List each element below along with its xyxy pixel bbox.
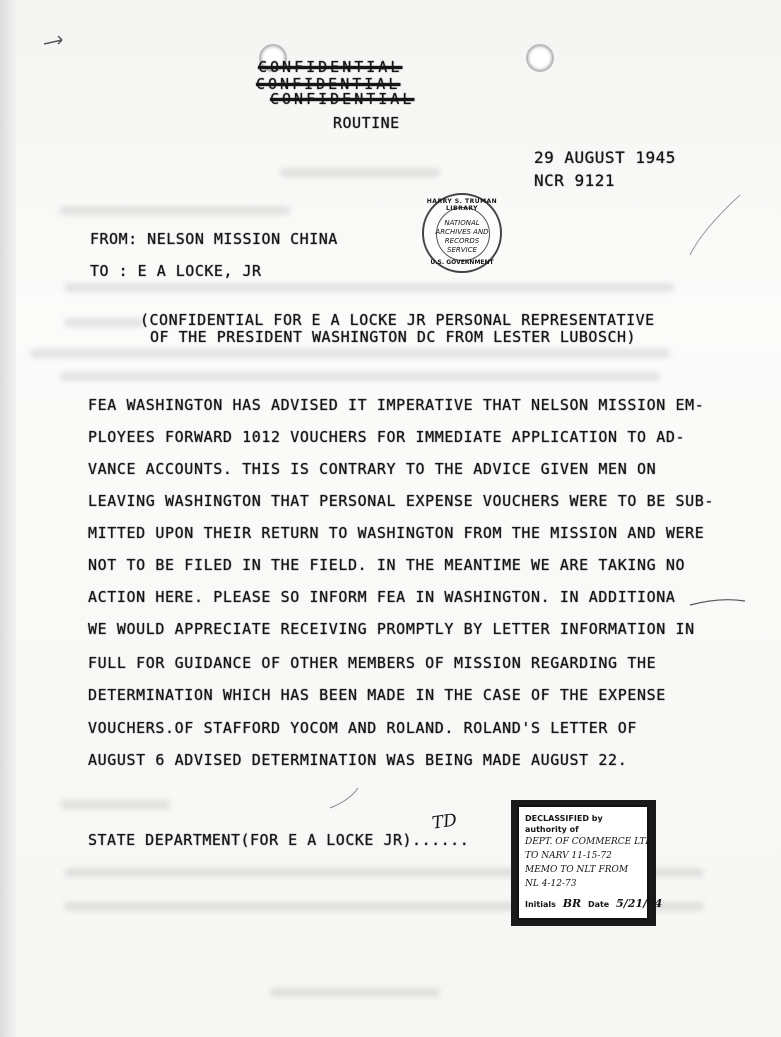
stamp-authority-line: TO NARV 11-15-72 (525, 851, 612, 861)
body-line: ACTION HERE. PLEASE SO INFORM FEA IN WASHINGTON. IN ADDITIONA (88, 588, 676, 606)
classification-mark-1: CONFIDENTIAL (258, 58, 403, 76)
body-line: VOUCHERS.OF STAFFORD YOCOM AND ROLAND. ROLAND'S LETTER OF (88, 719, 637, 737)
initials-label: Initials (525, 900, 556, 909)
message-date: 29 AUGUST 1945 (534, 148, 676, 167)
routine-label: ROUTINE (333, 114, 400, 132)
stamp-initials-row (525, 897, 662, 910)
classification-mark-3: CONFIDENTIAL (270, 90, 415, 108)
initials-value: BR (562, 897, 582, 910)
body-line: LEAVING WASHINGTON THAT PERSONAL EXPENSE VOUCHERS WERE TO BE SUB- (88, 492, 714, 510)
stamp-title: DECLASSIFIED by authority of (525, 814, 603, 834)
stamp-authority-line: DEPT. OF COMMERCE LTR. (525, 837, 655, 847)
body-line: WE WOULD APPRECIATE RECEIVING PROMPTLY BY LETTER INFORMATION IN (88, 620, 695, 638)
classification-mark-2: CONFIDENTIAL (256, 75, 401, 93)
body-line: MITTED UPON THEIR RETURN TO WASHINGTON FROM THE MISSION AND WERE (88, 524, 705, 542)
ncr-number: NCR 9121 (534, 171, 616, 190)
body-line: PLOYEES FORWARD 1012 VOUCHERS FOR IMMEDIATE APPLICATION TO AD- (88, 428, 686, 446)
from-line: FROM: NELSON MISSION CHINA (90, 230, 338, 248)
seal-center-text: NATIONAL ARCHIVES AND RECORDS SERVICE (435, 219, 489, 254)
body-line: FEA WASHINGTON HAS ADVISED IT IMPERATIVE THAT NELSON MISSION EM- (88, 396, 705, 414)
to-line: TO : E A LOCKE, JR (90, 262, 262, 280)
routing-line: STATE DEPARTMENT(FOR E A LOCKE JR)...... (88, 831, 470, 849)
addressee-note-line-2: OF THE PRESIDENT WASHINGTON DC FROM LESTER LUBOSCH) (150, 328, 637, 346)
seal-top-text: HARRY S. TRUMAN LIBRARY (426, 198, 498, 212)
body-line: FULL FOR GUIDANCE OF OTHER MEMBERS OF MISSION REGARDING THE (88, 654, 657, 672)
body-line: DETERMINATION WHICH HAS BEEN MADE IN THE CASE OF THE EXPENSE (88, 686, 666, 704)
declassification-stamp (517, 805, 663, 920)
date-value: 5/21/74 (616, 897, 663, 910)
addressee-note-line-1: (CONFIDENTIAL FOR E A LOCKE JR PERSONAL REPRESENTATIVE (140, 311, 655, 329)
body-line: NOT TO BE FILED IN THE FIELD. IN THE MEANTIME WE ARE TAKING NO (88, 556, 686, 574)
body-line: AUGUST 6 ADVISED DETERMINATION WAS BEING MADE AUGUST 22. (88, 751, 628, 769)
routing-handwritten-note: TD (430, 810, 459, 834)
seal-bottom-text: U.S. GOVERNMENT (430, 259, 494, 266)
stamp-authority-line: MEMO TO NLT FROM (525, 865, 629, 875)
stamp-authority-line: NL 4-12-73 (525, 879, 577, 889)
body-line: VANCE ACCOUNTS. THIS IS CONTRARY TO THE ADVICE GIVEN MEN ON (88, 460, 657, 478)
date-label: Date (587, 900, 610, 909)
